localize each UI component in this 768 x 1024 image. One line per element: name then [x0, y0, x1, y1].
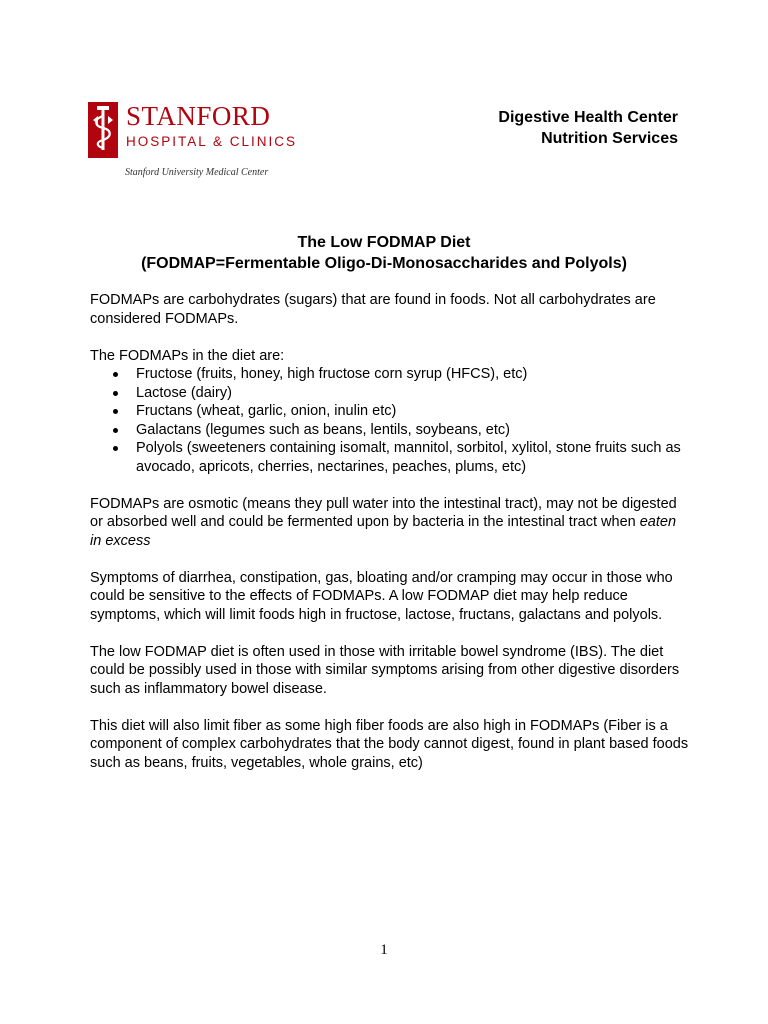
fodmap-list — [90, 365, 690, 476]
page-number: 1 — [380, 942, 388, 958]
stanford-logo — [88, 100, 298, 190]
paragraph-symptoms: Symptoms of diarrhea, constipation, gas, bloating and/or cramping may occur in those who could be sensitive to the effects of FODMAPs. A low FODMAP diet may help reduce symptoms, which will limit foods high in fructose, lactose, fructans, galactans and polyols. — [90, 569, 673, 623]
department-name: Digestive Health Center — [498, 109, 678, 126]
document-title — [0, 232, 768, 274]
logo-subtitle: HOSPITAL & CLINICS — [126, 134, 298, 149]
list-item: Lactose (dairy) — [90, 384, 690, 403]
department-header — [498, 107, 678, 149]
logo-center-name: Stanford University Medical Center — [125, 167, 269, 178]
list-intro: The FODMAPs in the diet are: — [90, 347, 285, 364]
list-item: Galactans (legumes such as beans, lentils, soybeans, etc) — [90, 421, 690, 440]
title-line-2: (FODMAP=Fermentable Oligo-Di-Monosaccharides and Polyols) — [141, 255, 627, 272]
list-item: Fructose (fruits, honey, high fructose corn syrup (HFCS), etc) — [90, 365, 690, 384]
title-line-1: The Low FODMAP Diet — [297, 234, 471, 251]
list-item: Fructans (wheat, garlic, onion, inulin etc) — [90, 402, 690, 421]
paragraph-osmotic — [90, 495, 690, 551]
paragraph-fiber: This diet will also limit fiber as some high fiber foods are also high in FODMAPs (Fiber is a component of complex carbohydrates that the body cannot digest, found in plant based foods such as beans, fruits, vegetables, whole grains, etc) — [90, 717, 689, 771]
service-name: Nutrition Services — [541, 130, 678, 147]
list-item: Polyols (sweeteners containing isomalt, mannitol, sorbitol, xylitol, stone fruits such as avocado, apricots, cherries, nectarines, peaches, plums, etc) — [90, 439, 690, 476]
paragraph-osmotic-text: FODMAPs are osmotic (means they pull water into the intestinal tract), may not be digested or absorbed well and could be fermented upon by bacteria in the intestinal tract when — [90, 495, 677, 530]
paragraph-ibs: The low FODMAP diet is often used in those with irritable bowel syndrome (IBS). The diet could be possibly used in those with similar symptoms arising from other digestive disorders such as inflammatory bowel disease. — [90, 643, 680, 697]
emphasis-text: eaten in excess — [90, 514, 677, 549]
paragraph-definition: FODMAPs are carbohydrates (sugars) that are found in foods. Not all carbohydrates are considered FODMAPs. — [90, 292, 656, 327]
logo-name: STANFORD — [126, 101, 271, 131]
stanford-shield-icon — [88, 102, 118, 158]
document-body — [90, 291, 690, 791]
